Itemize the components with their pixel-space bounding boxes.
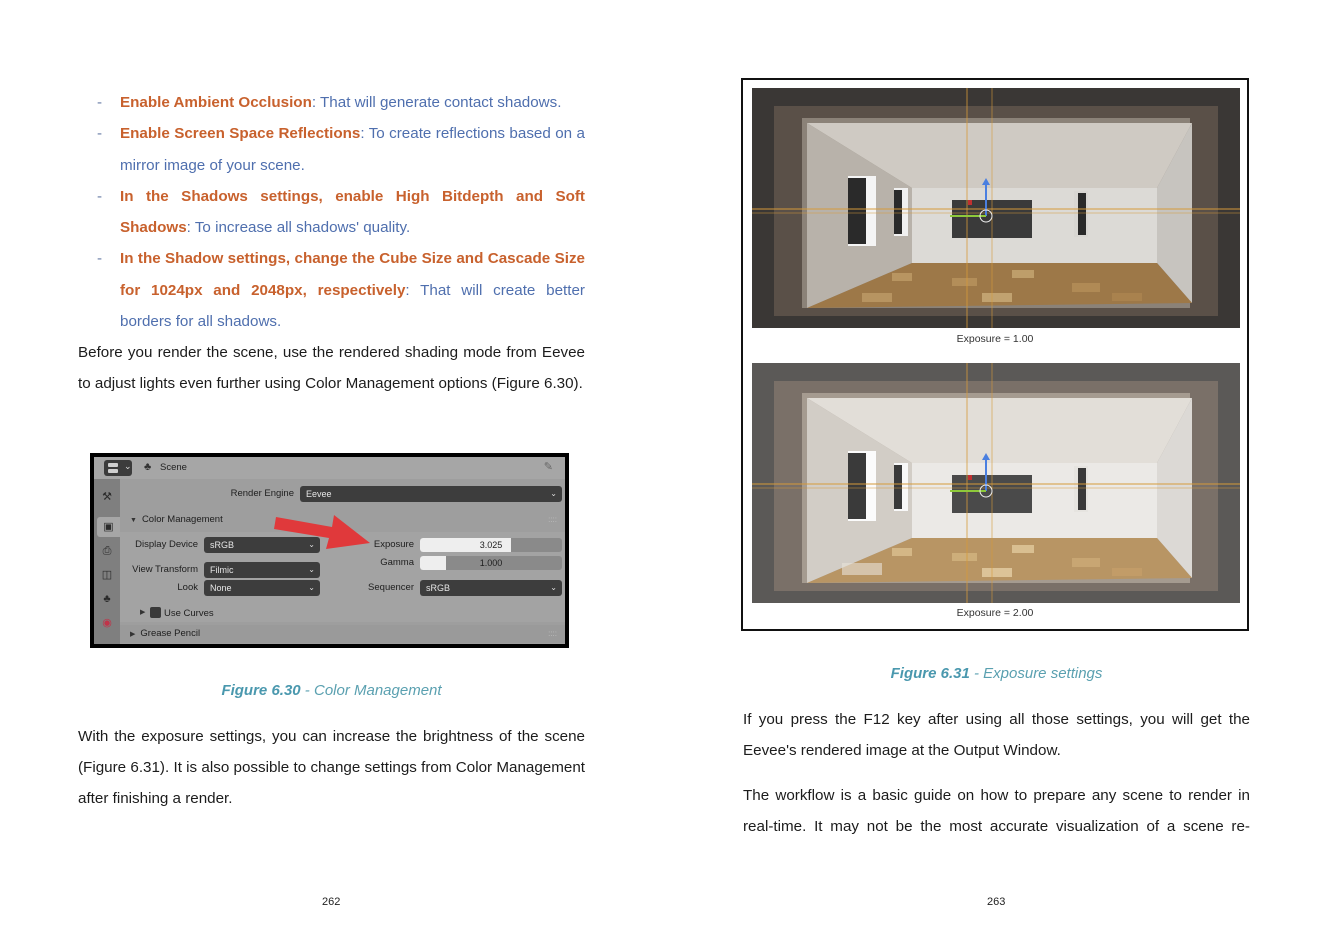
chevron-down-icon: ⌄ [308, 583, 315, 592]
exposure-label: Exposure [373, 539, 414, 550]
caption-title: Color Management [313, 682, 442, 699]
render-engine-value: Eevee [306, 489, 332, 499]
chevron-down-icon: ⌄ [550, 489, 557, 498]
render-icon[interactable]: ▣ [97, 517, 120, 537]
render-engine-label: Render Engine [230, 488, 294, 499]
use-curves-checkbox[interactable] [150, 607, 161, 618]
bullet-dash: - [97, 187, 103, 205]
world-icon[interactable]: ◉ [102, 617, 112, 629]
render-2-label: Exposure = 2.00 [956, 607, 1034, 619]
bullet-text: : That will create better borders for all shadows. [120, 281, 585, 331]
exposure-value: 3.025 [479, 540, 503, 550]
chevron-down-icon: ⌄ [550, 583, 557, 592]
bullet-dash: - [97, 94, 103, 111]
bullet-item [78, 87, 585, 118]
figure-number: Figure 6.30 [221, 682, 301, 699]
look-label: Look [177, 582, 198, 593]
expand-triangle-icon: ▼ [130, 517, 137, 524]
display-device-label: Display Device [135, 539, 198, 550]
render-engine-dropdown[interactable] [300, 486, 562, 502]
grease-pencil-label: Grease Pencil [140, 628, 201, 639]
bullet-bold: Enable Ambient Occlusion [120, 94, 312, 111]
view-layer-icon[interactable]: ◫ [101, 569, 113, 581]
chevron-down-icon: ⌄ [124, 461, 132, 471]
bullet-item [78, 118, 585, 181]
output-icon[interactable]: ⎙ [102, 545, 112, 557]
gamma-label: Gamma [380, 557, 414, 568]
render-exposure-2 [752, 363, 1240, 603]
caption-separator: - [300, 682, 314, 699]
properties-panel [94, 457, 565, 644]
view-transform-label: View Transform [132, 564, 198, 575]
use-curves-label: Use Curves [164, 608, 214, 619]
chevron-down-icon: ⌄ [308, 565, 315, 574]
sequencer-label: Sequencer [368, 582, 414, 593]
display-device-value: sRGB [210, 540, 235, 550]
exposure-slider[interactable] [420, 538, 562, 552]
figure-caption [78, 682, 585, 699]
pin-icon[interactable]: ✎ [543, 461, 553, 473]
caption-title: Exposure settings [983, 665, 1103, 682]
body-paragraph: The workflow is a basic guide on how to prepare any scene to render in real-time. It may not be the most accurate visualization of a scene re- [743, 787, 1250, 835]
render-exposure-1 [752, 88, 1240, 328]
drag-handle-icon[interactable]: :::: [548, 629, 557, 638]
bullet-text: : That will generate contact shadows. [311, 94, 562, 111]
page-number: 263 [987, 896, 1006, 908]
drag-handle-icon[interactable]: :::: [548, 515, 557, 524]
scene-icon: ♣ [144, 461, 152, 473]
bullet-dash: - [97, 250, 103, 268]
figure-color-management-screenshot [90, 453, 569, 648]
bullet-item [78, 181, 585, 244]
body-paragraph: If you press the F12 key after using all those settings, you will get the Eevee's rendered image at the Output Window. [743, 711, 1250, 759]
bullet-bold: In the Shadow settings, change the Cube Size and Cascade Size for 1024px and 2048px, respectively [120, 250, 585, 299]
body-paragraph: With the exposure settings, you can increase the brightness of the scene (Figure 6.31). It is also possible to change settings from Color Management after finishing a render. [78, 728, 585, 807]
bullet-text: : To increase all shadows' quality. [186, 219, 411, 237]
figure-number: Figure 6.31 [890, 665, 970, 682]
settings-bullet-list [78, 87, 585, 337]
tool-icon[interactable]: ⚒ [102, 491, 112, 503]
sequencer-dropdown[interactable] [420, 580, 562, 596]
bullet-bold: In the Shadows settings, enable High Bitdepth and Soft Shadows [120, 187, 585, 237]
gamma-fill [420, 556, 446, 570]
color-management-label: Color Management [141, 514, 223, 525]
look-dropdown[interactable] [204, 580, 320, 596]
grease-pencil-header[interactable] [120, 625, 565, 643]
expand-triangle-icon: ▶ [140, 609, 146, 616]
render-1-label: Exposure = 1.00 [956, 333, 1034, 345]
gamma-slider[interactable] [420, 556, 562, 570]
page-number: 262 [322, 896, 341, 908]
view-transform-value: Filmic [210, 565, 234, 575]
expand-triangle-icon: ▶ [130, 631, 136, 638]
bullet-item [78, 243, 585, 337]
panel-header [94, 457, 565, 479]
look-value: None [210, 583, 232, 593]
view-transform-dropdown[interactable] [204, 562, 320, 578]
scene-icon[interactable]: ♣ [103, 593, 111, 605]
bullet-dash: - [97, 125, 103, 143]
sequencer-value: sRGB [426, 583, 451, 593]
caption-separator: - [969, 665, 984, 682]
figure-caption [743, 665, 1250, 682]
chevron-down-icon: ⌄ [308, 540, 315, 549]
figure-exposure-renders [741, 78, 1249, 631]
properties-tabs [94, 479, 120, 644]
bullet-bold: Enable Screen Space Reflections [120, 125, 361, 143]
body-paragraph: Before you render the scene, use the rendered shading mode from Eevee to adjust lights even further using Color Management options (Figure 6.30). [78, 344, 585, 392]
scene-label: Scene [160, 462, 187, 473]
gamma-value: 1.000 [479, 558, 503, 568]
red-arrow-annotation [274, 507, 374, 552]
bullet-text: : To create reflections based on a mirror image of your scene. [120, 125, 585, 174]
